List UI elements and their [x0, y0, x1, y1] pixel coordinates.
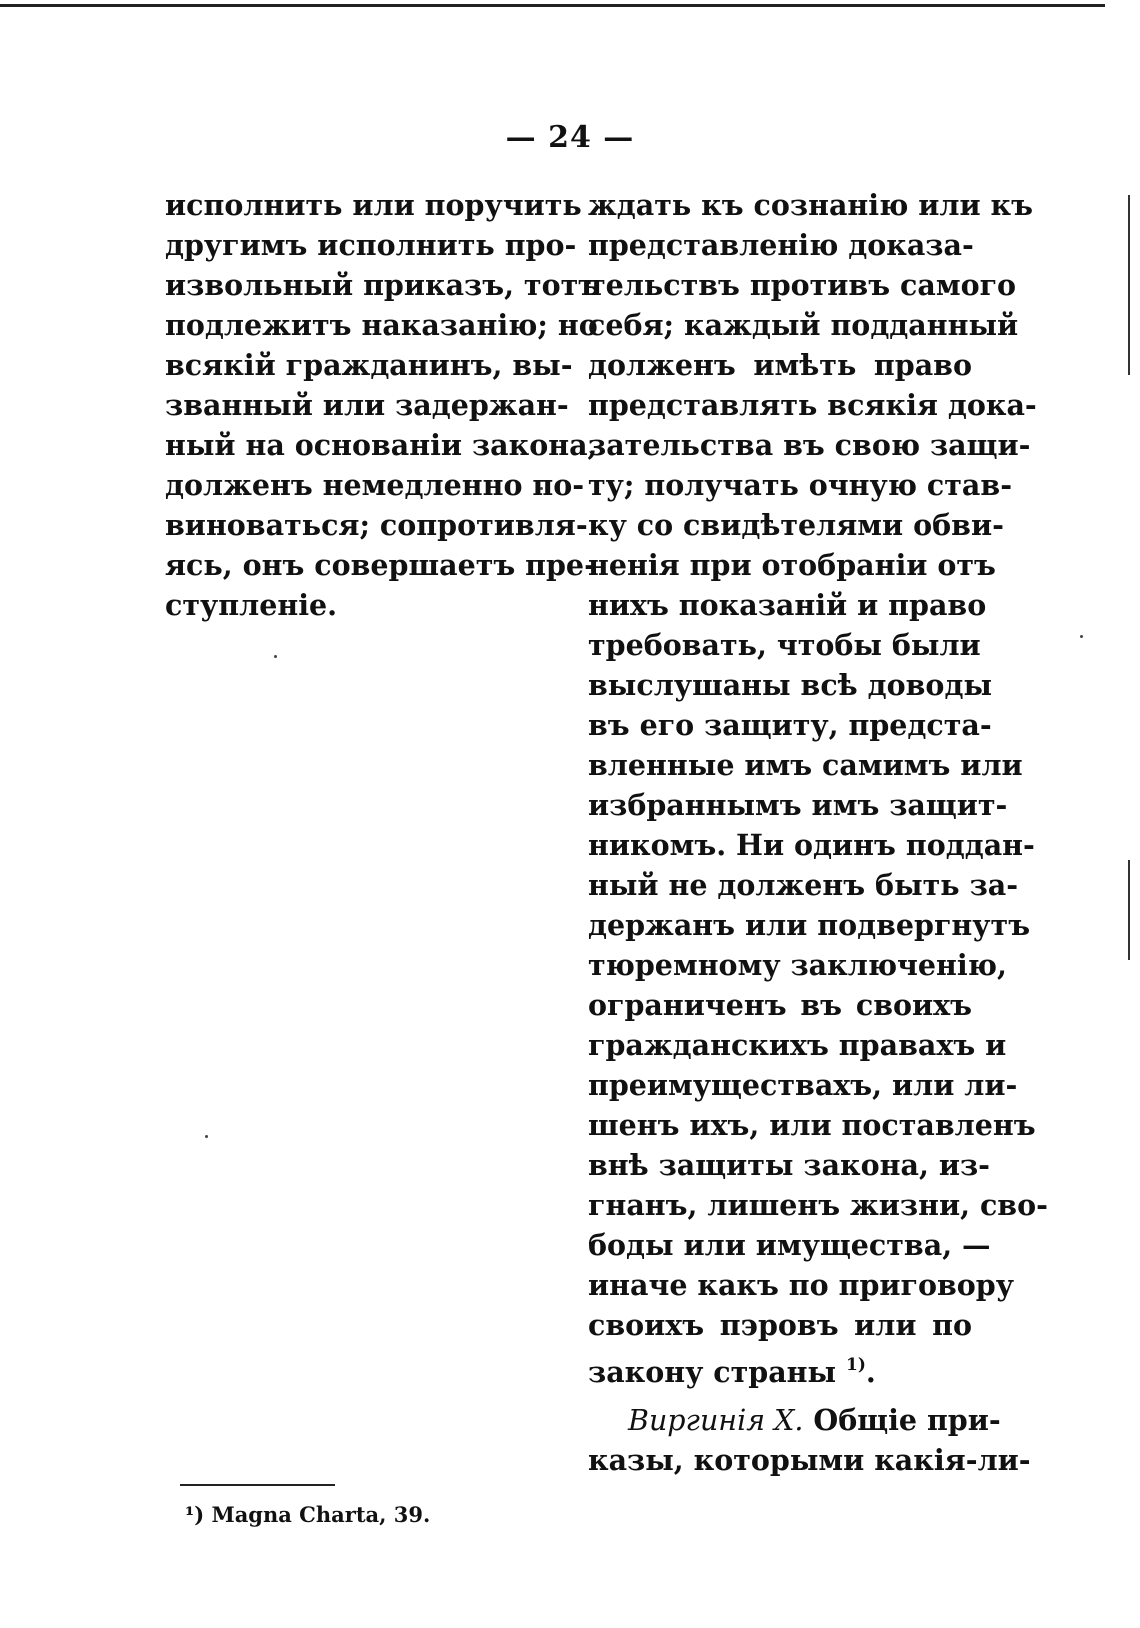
line-text: закону страны: [588, 1355, 847, 1389]
text-line: преимуществахъ, или ли-: [588, 1068, 1018, 1102]
text-line: всякій гражданинъ, вы-: [165, 348, 573, 382]
text-line: своихъ пэровъ или по: [588, 1308, 972, 1342]
text-line: избраннымъ имъ защит-: [588, 788, 1008, 822]
left-column: [165, 185, 601, 625]
text-line: подлежитъ наказанію; но: [165, 308, 598, 342]
text-line: ясь, онъ совершаетъ пре-: [165, 548, 596, 582]
line-text: Общіе при-: [803, 1403, 1001, 1437]
text-line: званный или задержан-: [165, 388, 569, 422]
text-line: шенъ ихъ, или поставленъ: [588, 1108, 1036, 1142]
text-line: никомъ. Ни одинъ поддан-: [588, 828, 1035, 862]
text-line: ный не долженъ быть за-: [588, 868, 1019, 902]
footnote-marker: ¹): [185, 1502, 205, 1527]
text-line: ждать къ сознанію или къ: [588, 188, 1033, 222]
text-line: себя; каждый подданный: [588, 308, 1019, 342]
section-heading: Виргинія X.: [628, 1404, 804, 1437]
text-line: вленные имъ самимъ или: [588, 748, 1023, 782]
text-line: ку со свидѣтелями обви-: [588, 508, 1004, 542]
text-line: въ его защиту, предста-: [588, 708, 992, 742]
text-line: гражданскихъ правахъ и: [588, 1028, 1007, 1062]
paragraph-first-line: [588, 1400, 1001, 1440]
page-edge-line: [1128, 195, 1130, 375]
next-paragraph: [588, 1400, 1031, 1480]
text-line: иначе какъ по приговору: [588, 1268, 1014, 1302]
text-line: боды или имущества, —: [588, 1228, 991, 1262]
footnote: [185, 1502, 430, 1527]
text-line: держанъ или подвергнутъ: [588, 908, 1031, 942]
text-line: тельствъ противъ самого: [588, 268, 1017, 302]
text-line: представлять всякія дока-: [588, 388, 1037, 422]
page-edge-line: [1128, 860, 1130, 960]
text-line: долженъ немедленно по-: [165, 468, 585, 502]
text-line: виноваться; сопротивля-: [165, 508, 588, 542]
print-speck: [205, 1135, 208, 1138]
footnote-separator: [180, 1484, 335, 1486]
text-line-with-footnote: [588, 1345, 972, 1389]
right-column: [588, 185, 1048, 1389]
text-line: ный на основаніи закона,: [165, 428, 598, 462]
text-line: зательства въ свою защи-: [588, 428, 1031, 462]
text-line: тюремному заключенію,: [588, 948, 1007, 982]
print-speck: [274, 655, 277, 658]
text-line: извольный приказъ, тотъ: [165, 268, 601, 302]
text-line: казы, которыми какія-ли-: [588, 1443, 1031, 1477]
text-line: ограниченъ въ своихъ: [588, 988, 972, 1022]
print-speck: [1080, 635, 1083, 638]
text-line: долженъ имѣть право: [588, 348, 972, 382]
footnote-reference: 1): [846, 1355, 866, 1375]
text-line: ту; получать очную став-: [588, 468, 1013, 502]
text-line: требовать, чтобы были: [588, 628, 981, 662]
page-number: — 24 —: [505, 120, 635, 155]
text-line: ступленіе.: [165, 588, 338, 622]
text-line: выслушаны всѣ доводы: [588, 668, 993, 702]
period: .: [865, 1355, 876, 1389]
text-line: представленію доказа-: [588, 228, 974, 262]
footnote-text: Magna Charta, 39.: [204, 1502, 431, 1527]
top-border-rule: [0, 4, 1105, 7]
text-line: внѣ защиты закона, из-: [588, 1148, 990, 1182]
text-line: гнанъ, лишенъ жизни, сво-: [588, 1188, 1048, 1222]
text-line: исполнить или поручить: [165, 188, 582, 222]
text-line: ненія при отобраніи отъ: [588, 548, 996, 582]
text-line: нихъ показаній и право: [588, 588, 987, 622]
text-line: другимъ исполнить про-: [165, 228, 577, 262]
